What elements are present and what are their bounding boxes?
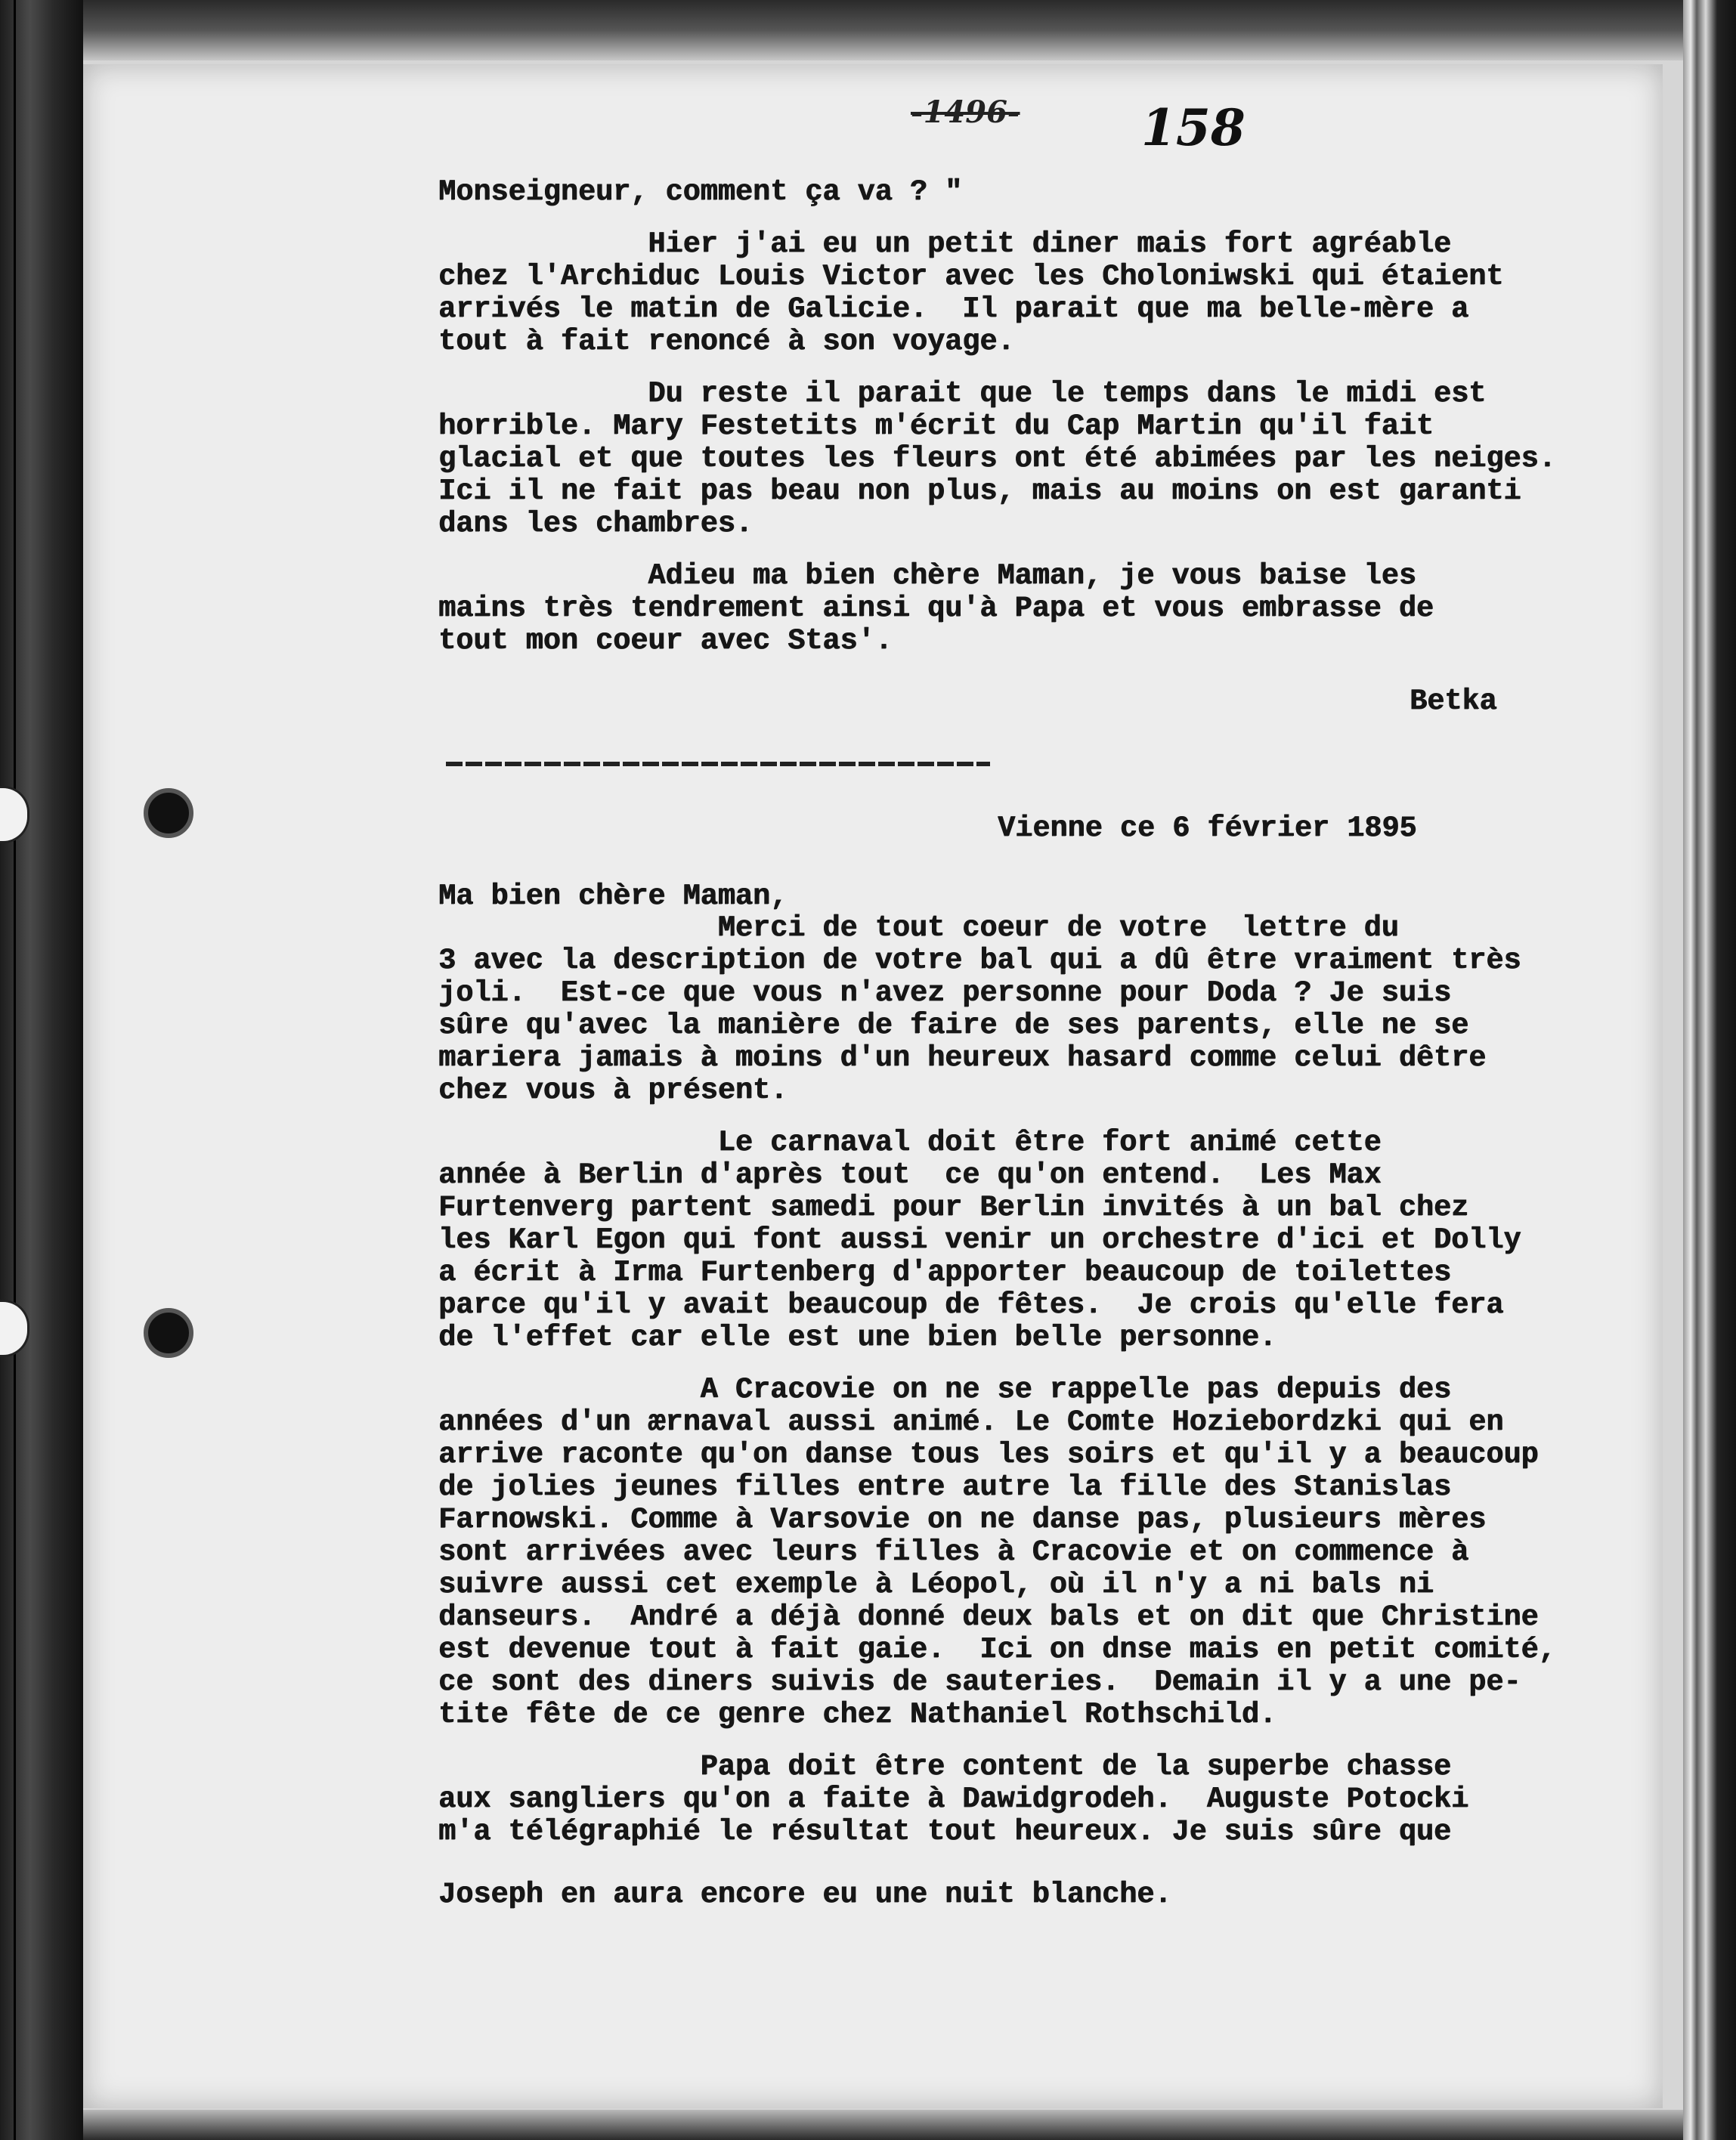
punch-hole: [144, 788, 193, 838]
text-line: Furtenverg partent samedi pour Berlin invités à un bal chez: [438, 1191, 1469, 1224]
text-line: Hier j'ai eu un petit diner mais fort agréable: [438, 227, 1452, 261]
show-through-text: [1035, 144, 1466, 176]
text-line: danseurs. André a déjà donné deux bals et on dit que Christine: [438, 1600, 1539, 1634]
text-line: est devenue tout à fait gaie. Ici on dnse mais en petit comité,: [438, 1633, 1556, 1666]
scan-top-edge: [83, 0, 1683, 60]
folio-number: 158: [1141, 98, 1246, 157]
text-line: mariera jamais à moins d'un heureux hasard comme celui dêtre: [438, 1041, 1487, 1075]
text-line: tout à fait renoncé à son voyage.: [438, 325, 1015, 358]
text-line: joli. Est-ce que vous n'avez personne pour Doda ? Je suis: [438, 976, 1452, 1010]
text-line: m'a télégraphié le résultat tout heureux. Je suis sûre que: [438, 1815, 1452, 1848]
salutation: Ma bien chère Maman,: [438, 880, 788, 913]
text-line: arrivés le matin de Galicie. Il parait que ma belle-mère a: [438, 292, 1469, 326]
text-line: années d'un ærnaval aussi animé. Le Comte Hoziebordzki qui en: [438, 1406, 1504, 1439]
scan-bottom-edge: [83, 2110, 1683, 2140]
document-page: [83, 64, 1663, 2108]
text-line: tout mon coeur avec Stas'.: [438, 624, 893, 657]
punch-hole: [144, 1308, 193, 1358]
text-line: parce qu'il y avait beaucoup de fêtes. Je crois qu'elle fera: [438, 1288, 1504, 1322]
text-line: les Karl Egon qui font aussi venir un orchestre d'ici et Dolly: [438, 1223, 1521, 1257]
text-line: mains très tendrement ainsi qu'à Papa et vous embrasse de: [438, 592, 1434, 625]
signature: Betka: [1410, 685, 1497, 718]
text-line: chez l'Archiduc Louis Victor avec les Choloniwski qui étaient: [438, 260, 1504, 293]
text-line: tite fête de ce genre chez Nathaniel Rothschild.: [438, 1698, 1276, 1731]
dateline: Vienne ce 6 février 1895: [998, 812, 1417, 845]
text-line: sûre qu'avec la manière de faire de ses parents, elle ne se: [438, 1009, 1469, 1042]
text-line: de l'effet car elle est une bien belle personne.: [438, 1321, 1276, 1354]
text-line: horrible. Mary Festetits m'écrit du Cap Martin qu'il fait: [438, 410, 1434, 443]
text-line: a écrit à Irma Furtenberg d'apporter beaucoup de toilettes: [438, 1256, 1452, 1289]
text-line: glacial et que toutes les fleurs ont été abimées par les neiges.: [438, 442, 1556, 475]
text-line: 3 avec la description de votre bal qui a dû être vraiment très: [438, 944, 1521, 977]
struck-page-number: -1496-: [911, 94, 1020, 130]
text-line: dans les chambres.: [438, 507, 753, 540]
text-line: Ici il ne fait pas beau non plus, mais au moins on est garanti: [438, 475, 1521, 508]
text-line: année à Berlin d'après tout ce qu'on entend. Les Max: [438, 1158, 1382, 1192]
text-line: sont arrivées avec leurs filles à Cracovie et on commence à: [438, 1535, 1469, 1569]
text-line: Papa doit être content de la superbe chasse: [438, 1750, 1452, 1783]
binder-spine-line: [14, 0, 16, 2140]
text-line: Farnowski. Comme à Varsovie on ne danse pas, plusieurs mères: [438, 1503, 1487, 1536]
text-line: Adieu ma bien chère Maman, je vous baise les: [438, 559, 1416, 592]
text-line: Joseph en aura encore eu une nuit blanche.: [438, 1878, 1172, 1911]
text-line: Le carnaval doit être fort animé cette: [438, 1126, 1382, 1159]
binder-edge: [0, 0, 83, 2140]
text-line: arrive raconte qu'on danse tous les soirs et qu'il y a beaucoup: [438, 1438, 1539, 1471]
text-line: aux sangliers qu'on a faite à Dawidgrodeh. Auguste Potocki: [438, 1783, 1469, 1816]
text-line: Monseigneur, comment ça va ? ": [438, 175, 963, 209]
text-line: Du reste il parait que le temps dans le midi est: [438, 377, 1487, 410]
text-line: suivre aussi cet exemple à Léopol, où il n'y a ni bals ni: [438, 1568, 1434, 1601]
text-line: Merci de tout coeur de votre lettre du: [438, 911, 1399, 945]
separator-rule: [446, 762, 990, 766]
text-line: ce sont des diners suivis de sauteries. Demain il y a une pe-: [438, 1665, 1521, 1699]
text-line: A Cracovie on ne se rappelle pas depuis des: [438, 1373, 1452, 1406]
text-line: chez vous à présent.: [438, 1074, 788, 1107]
page-stack-edge: [1683, 0, 1736, 2140]
text-line: de jolies jeunes filles entre autre la fille des Stanislas: [438, 1470, 1452, 1504]
